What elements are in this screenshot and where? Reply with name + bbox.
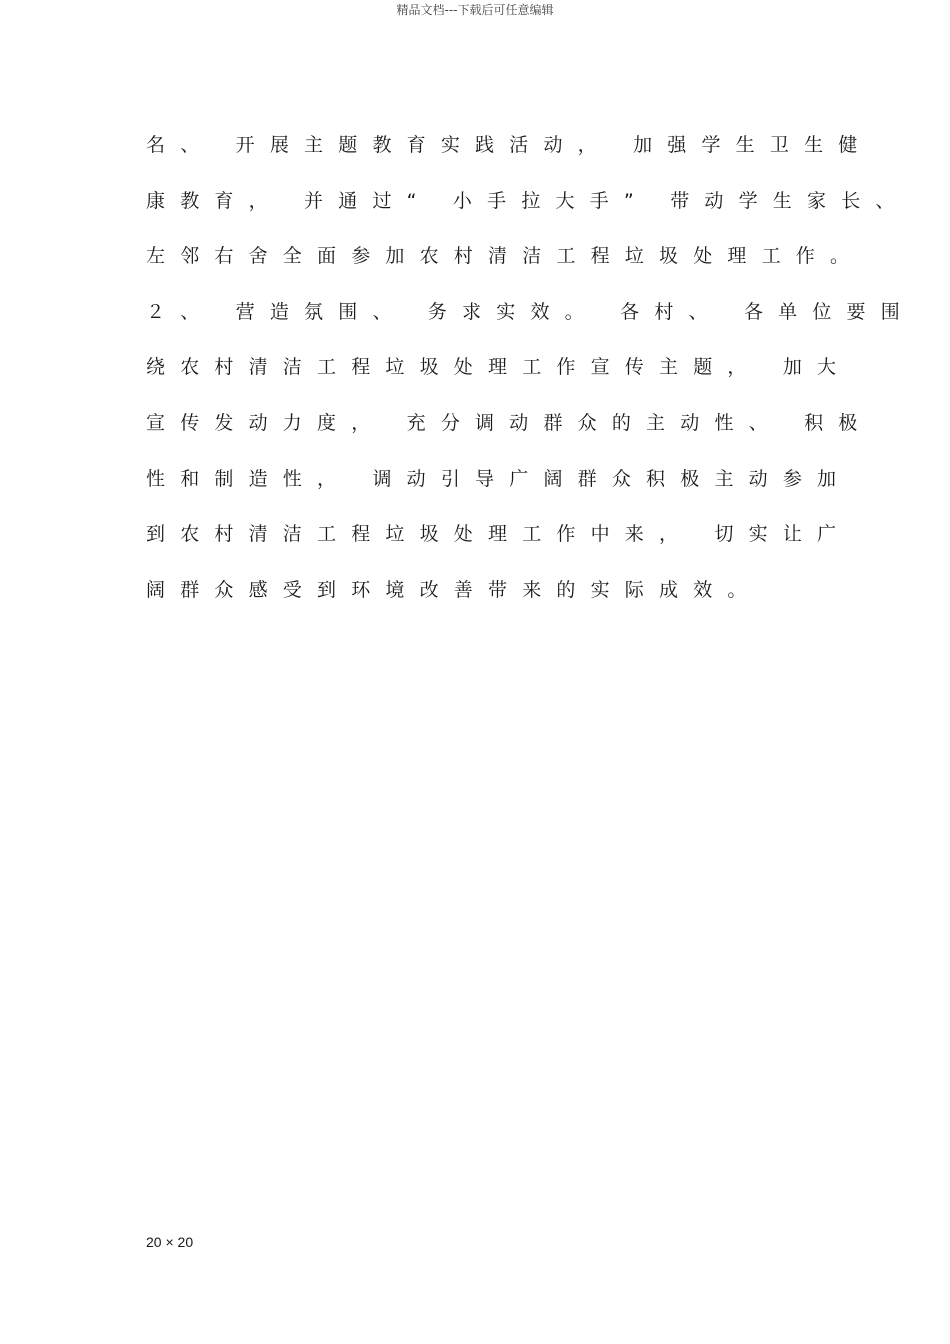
paragraph-line: 名、 开展主题教育实践活动， 加强学生卫生健 <box>146 134 873 156</box>
page-header: 精品文档---下载后可任意编辑 <box>396 3 554 17</box>
paragraph-line: 绕农村清洁工程垃圾处理工作宣传主题， 加大 <box>146 356 852 379</box>
page-footer: 20 × 20 <box>146 1234 194 1250</box>
paragraph-line: 阔群众感受到环境改善带来的实际成效。 <box>146 578 762 601</box>
paragraph-line: 宣传发动力度， 充分调动群众的主动性、 积极 <box>146 411 873 434</box>
paragraph-line: 康教育， 并通过“ 小手拉大手” 带动学生家长、 <box>146 189 910 212</box>
paragraph-line: 左邻右舍全面参加农村清洁工程垃圾处理工作。 <box>146 245 865 268</box>
document-body <box>146 131 915 631</box>
paragraph-line: 性和制造性， 调动引导广阔群众积极主动参加 <box>146 467 852 490</box>
paragraph-line: 到农村清洁工程垃圾处理工作中来， 切实让广 <box>146 523 852 546</box>
paragraph-line: ２、 营造氛围、 务求实效。 各村、 各单位要围 <box>146 300 915 323</box>
